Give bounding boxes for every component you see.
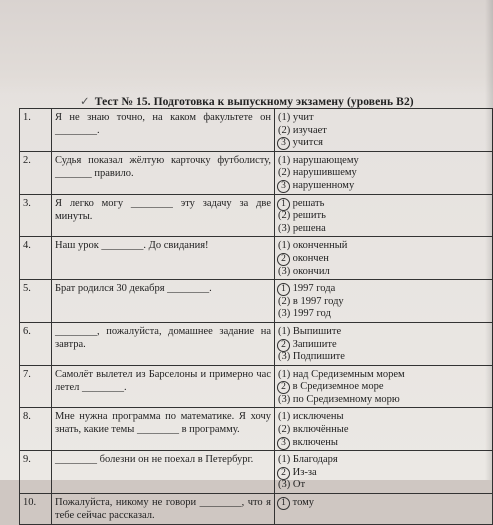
- circled-answer-mark: 3: [277, 137, 290, 150]
- circled-answer-mark: 1: [277, 198, 290, 211]
- answer-option: (3) Подпишите: [278, 351, 345, 363]
- test-title: [80, 94, 414, 108]
- question-text: Судья показал жёлтую карточку футболисту, _______ правило.: [52, 151, 275, 194]
- question-number: 1.: [20, 109, 52, 152]
- circled-answer-mark: 1: [277, 497, 290, 510]
- answer-option: 2 окончен: [278, 252, 489, 265]
- question-row: [20, 280, 493, 323]
- question-row: [20, 494, 493, 525]
- circled-answer-mark: 3: [277, 437, 290, 450]
- page-top-shadow: [0, 0, 493, 95]
- question-text: Я не знаю точно, на каком факультете он ________.: [52, 109, 275, 152]
- answer-options: [275, 109, 493, 152]
- answer-option: (3) 1997 год: [278, 308, 331, 320]
- answer-option: 2 Запишите: [278, 338, 489, 351]
- answer-option: (1) нарушающему: [278, 154, 359, 166]
- question-text: Я легко могу ________ эту задачу за две минуты.: [52, 194, 275, 237]
- question-number: 8.: [20, 408, 52, 451]
- answer-option: (2) решить: [278, 210, 326, 222]
- check-mark-icon: ✓: [80, 96, 90, 108]
- answer-option: (3) окончил: [278, 265, 330, 277]
- answer-option: 3 включены: [278, 436, 489, 449]
- answer-options: [275, 408, 493, 451]
- answer-options: [275, 451, 493, 494]
- question-text: ________ болезни он не поехал в Петербург.: [52, 451, 275, 494]
- answer-options: [275, 494, 493, 525]
- circled-answer-mark: 2: [277, 467, 290, 480]
- circled-answer-mark: 3: [277, 180, 290, 193]
- answer-option: 3 нарушенному: [278, 179, 489, 192]
- question-number: 5.: [20, 280, 52, 323]
- question-row: [20, 109, 493, 152]
- question-row: [20, 451, 493, 494]
- question-number: 7.: [20, 365, 52, 408]
- page-edge-shadow: [485, 0, 493, 480]
- question-text: Пожалуйста, никому не говори ________, что я тебе сейчас рассказал.: [52, 494, 275, 525]
- question-table-body: [20, 109, 493, 525]
- answer-option: (1) Выпишите: [278, 325, 342, 337]
- question-row: [20, 408, 493, 451]
- answer-options: [275, 280, 493, 323]
- question-number: 3.: [20, 194, 52, 237]
- answer-options: [275, 194, 493, 237]
- question-text: ________, пожалуйста, домашнее задание на завтра.: [52, 322, 275, 365]
- circled-answer-mark: 2: [277, 339, 290, 352]
- question-table: [19, 108, 493, 525]
- answer-option: (3) От: [278, 479, 306, 491]
- answer-option: 1 тому: [278, 496, 489, 509]
- answer-option: 1 решать: [278, 197, 489, 210]
- question-number: 6.: [20, 322, 52, 365]
- answer-option: (2) включённые: [278, 424, 349, 436]
- question-text: Брат родился 30 декабря ________.: [52, 280, 275, 323]
- answer-option: (2) нарушившему: [278, 167, 357, 179]
- circled-answer-mark: 2: [277, 253, 290, 266]
- circled-answer-mark: 2: [277, 381, 290, 394]
- answer-option: (1) Благодаря: [278, 454, 338, 466]
- question-row: [20, 194, 493, 237]
- answer-options: [275, 237, 493, 280]
- question-row: [20, 365, 493, 408]
- question-row: [20, 237, 493, 280]
- question-text: Мне нужна программа по математике. Я хочу знать, какие темы ________ в программу.: [52, 408, 275, 451]
- answer-option: 3 учится: [278, 136, 489, 149]
- question-text: Наш урок ________. До свидания!: [52, 237, 275, 280]
- answer-option: 2 Из-за: [278, 466, 489, 479]
- test-title-text: Тест № 15. Подготовка к выпускному экзамену (уровень B2): [94, 96, 414, 108]
- answer-option: (1) учит: [278, 112, 314, 123]
- answer-option: (1) оконченный: [278, 240, 348, 252]
- question-number: 10.: [20, 494, 52, 525]
- answer-options: [275, 151, 493, 194]
- question-row: [20, 322, 493, 365]
- answer-options: [275, 365, 493, 408]
- question-number: 4.: [20, 237, 52, 280]
- answer-option: 1 1997 года: [278, 282, 489, 295]
- question-number: 2.: [20, 151, 52, 194]
- answer-option: (3) решена: [278, 222, 326, 234]
- circled-answer-mark: 1: [277, 283, 290, 296]
- question-row: [20, 151, 493, 194]
- answer-option: (1) над Средиземным морем: [278, 368, 405, 380]
- answer-option: (2) изучает: [278, 124, 327, 136]
- answer-options: [275, 322, 493, 365]
- question-text: Самолёт вылетел из Барселоны и примерно час летел ________.: [52, 365, 275, 408]
- answer-option: (1) исключены: [278, 411, 344, 423]
- answer-option: (3) по Средиземному морю: [278, 393, 400, 405]
- answer-option: 2 в Средиземное море: [278, 380, 489, 393]
- question-number: 9.: [20, 451, 52, 494]
- answer-option: (2) в 1997 году: [278, 295, 344, 307]
